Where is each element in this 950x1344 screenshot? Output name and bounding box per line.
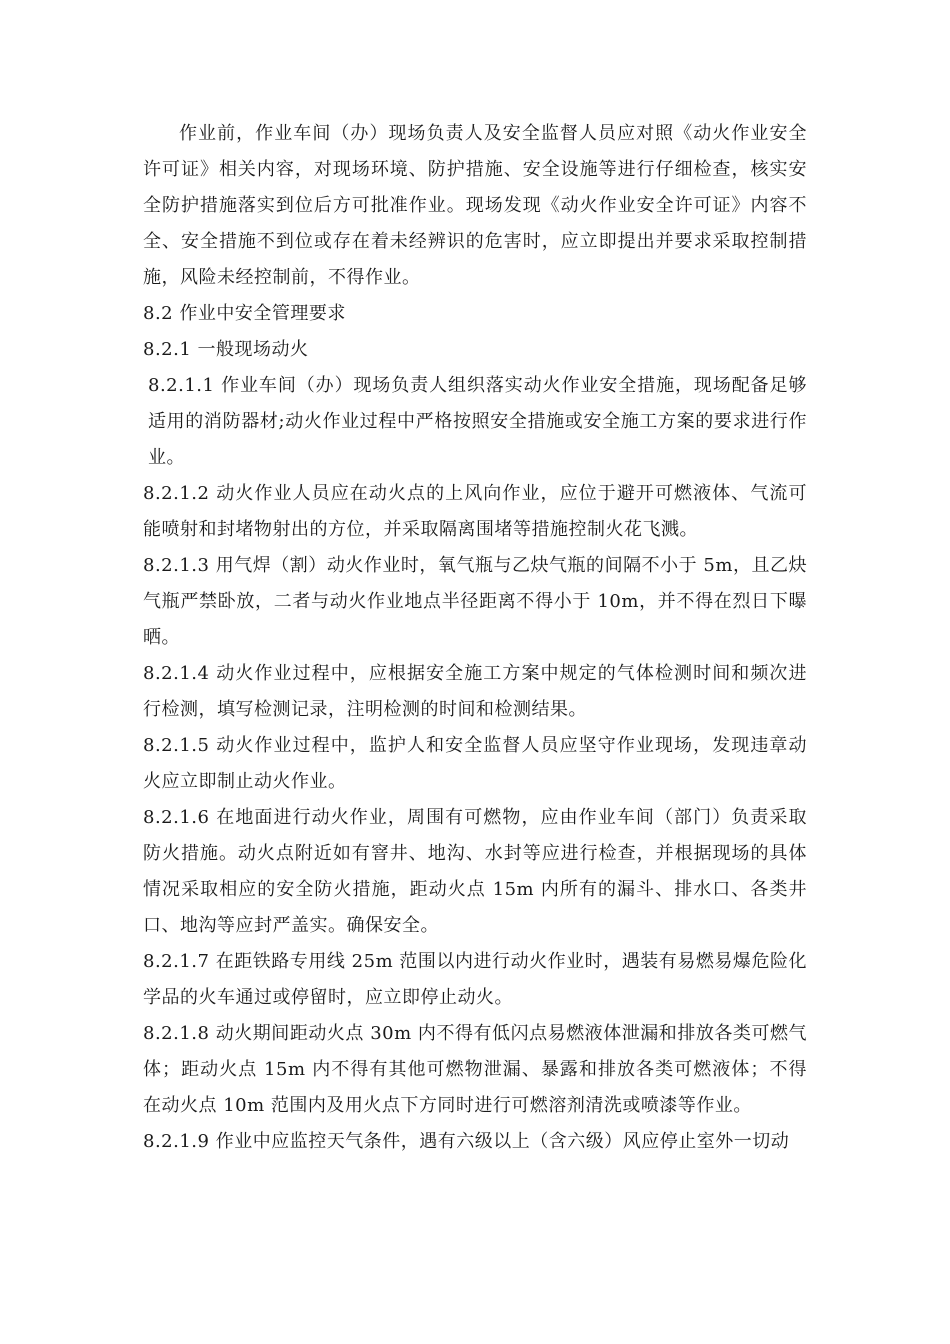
- clause-8-2-1-5: 8.2.1.5 动火作业过程中，监护人和安全监督人员应坚守作业现场，发现违章动火应立即制止动火作业。: [143, 735, 807, 792]
- clause-8-2-1-4: 8.2.1.4 动火作业过程中，应根据安全施工方案中规定的气体检测时间和频次进行检测，填写检测记录，注明检测的时间和检测结果。: [143, 663, 807, 720]
- clause-8-2-1-8: 8.2.1.8 动火期间距动火点 30m 内不得有低闪点易燃液体泄漏和排放各类可燃气体；距动火点 15m 内不得有其他可燃物泄漏、暴露和排放各类可燃液体；不得在动火点 10m 范围内及用火点下方同时进行可燃溶剂清洗或喷漆等作业。: [143, 1023, 807, 1116]
- document-body: [143, 116, 807, 1160]
- clause-8-2-1-6: 8.2.1.6 在地面进行动火作业，周围有可燃物，应由作业车间（部门）负责采取防火措施。动火点附近如有窨井、地沟、水封等应进行检查，并根据现场的具体情况采取相应的安全防火措施，距动火点 15m 内所有的漏斗、排水口、各类井口、地沟等应封严盖实。确保安全。: [143, 807, 807, 936]
- clause-8-2-1-1: 8.2.1.1 作业车间（办）现场负责人组织落实动火作业安全措施，现场配备足够适用的消防器材;动火作业过程中严格按照安全措施或安全施工方案的要求进行作业。: [148, 375, 807, 468]
- intro-paragraph: 作业前，作业车间（办）现场负责人及安全监督人员应对照《动火作业安全许可证》相关内容，对现场环境、防护措施、安全设施等进行仔细检查，核实安全防护措施落实到位后方可批准作业。现场发现《动火作业安全许可证》内容不全、安全措施不到位或存在着未经辨识的危害时，应立即提出并要求采取控制措施，风险未经控制前，不得作业。: [143, 123, 807, 288]
- clause-8-2-1-9: 8.2.1.9 作业中应监控天气条件，遇有六级以上（含六级）风应停止室外一切动: [143, 1131, 790, 1152]
- clause-8-2-1-2: 8.2.1.2 动火作业人员应在动火点的上风向作业，应位于避开可燃液体、气流可能喷射和封堵物射出的方位，并采取隔离围堵等措施控制火花飞溅。: [143, 483, 807, 540]
- clause-8-2-1-7: 8.2.1.7 在距铁路专用线 25m 范围以内进行动火作业时，遇装有易燃易爆危险化学品的火车通过或停留时，应立即停止动火。: [143, 951, 807, 1008]
- section-heading-8-2: 8.2 作业中安全管理要求: [143, 303, 346, 324]
- subsection-heading-8-2-1: 8.2.1 一般现场动火: [143, 339, 309, 360]
- clause-8-2-1-3: 8.2.1.3 用气焊（割）动火作业时，氧气瓶与乙炔气瓶的间隔不小于 5m，且乙炔气瓶严禁卧放，二者与动火作业地点半径距离不得小于 10m，并不得在烈日下曝晒。: [143, 555, 807, 648]
